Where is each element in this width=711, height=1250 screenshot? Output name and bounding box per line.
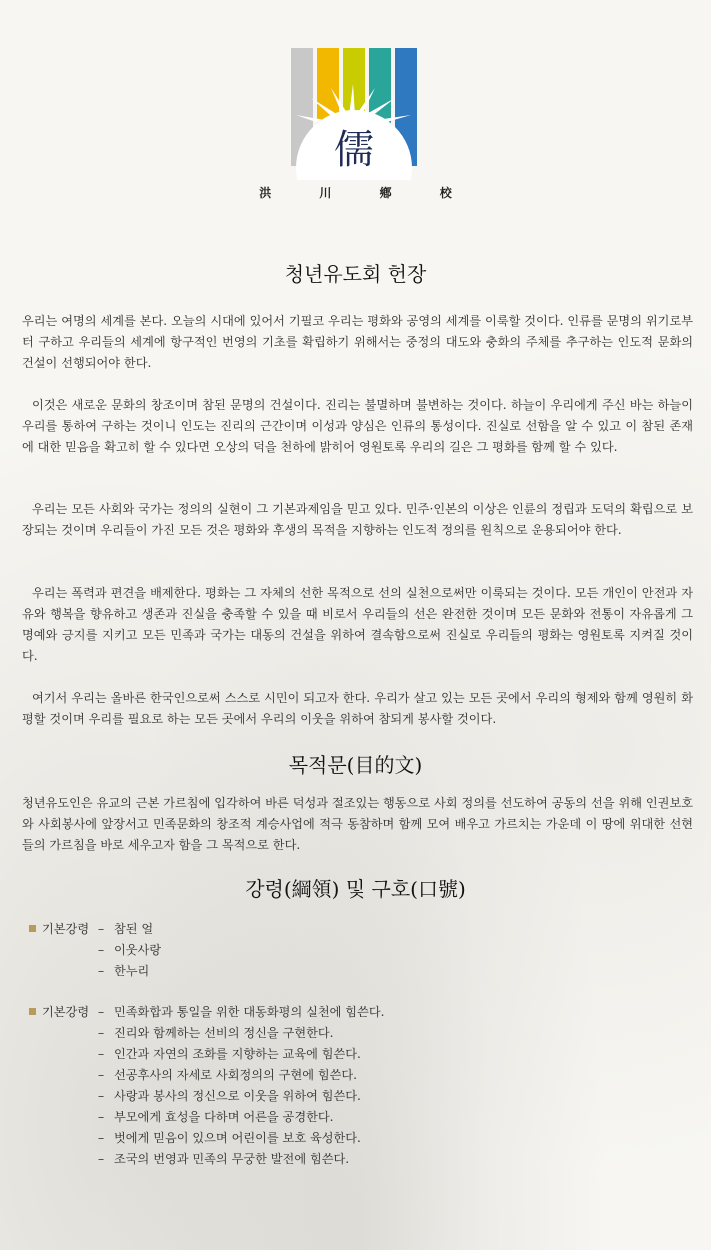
list-dash: –	[98, 1005, 105, 1019]
list-item-text: 참된 얼	[114, 922, 154, 936]
list-dash: –	[98, 943, 105, 957]
purpose-paragraph: 청년유도인은 유교의 근본 가르침에 입각하여 바른 덕성과 절조있는 행동으로 사회 정의를 선도하여 공동의 선을 위해 인권보호와 사회봉사에 앞장서고 민족문화의 창조적 계승사업에 적극 동참하며 함께 모여 배우고 가르치는 가운데 이 땅에 위대한 선현들의 가르침을 바로 세우고자 함을 그 목적으로 한다.	[22, 796, 693, 852]
list-dash: –	[98, 964, 105, 978]
list-item	[28, 1086, 688, 1107]
list-item	[28, 1128, 688, 1149]
list-item	[28, 919, 688, 940]
list-item-text: 이웃사랑	[114, 943, 162, 957]
list-dash: –	[98, 1026, 105, 1040]
list-item-text: 벗에게 믿음이 있으며 어린이를 보호 육성한다.	[114, 1131, 361, 1145]
list-item	[28, 1002, 688, 1023]
list-label: 기본강령	[42, 1005, 90, 1019]
list-dash: –	[98, 1089, 105, 1103]
list-item	[28, 1107, 688, 1128]
list-item	[28, 1149, 688, 1170]
list-dash: –	[98, 922, 105, 936]
list-dash: –	[98, 1110, 105, 1124]
bullet-icon	[28, 919, 42, 940]
list-item-text: 조국의 번영과 민족의 무궁한 발전에 힘쓴다.	[114, 1152, 350, 1166]
charter-paragraph: 여기서 우리는 올바른 한국인으로써 스스로 시민이 되고자 한다. 우리가 살고 있는 모든 곳에서 우리의 형제와 함께 영원히 화평할 것이며 우리를 필요로 하는 모든 곳에서 우리의 이웃을 위하여 참되게 봉사할 것이다.	[22, 691, 693, 726]
list-item	[28, 1023, 688, 1044]
svg-text:儒: 儒	[333, 127, 374, 173]
list-label: 기본강령	[42, 922, 90, 936]
platform-list	[28, 919, 688, 982]
list-dash: –	[98, 1047, 105, 1061]
charter-paragraph: 우리는 폭력과 편견을 배제한다. 평화는 그 자체의 선한 목적으로 선의 실천으로써만 이룩되는 것이다. 모든 개인이 안전과 자유와 행복을 향유하고 생존과 진실을 충족할 수 있을 때 비로서 우리들의 선은 완전한 것이며 모든 문화와 전통이 자유롭게 그 명예와 긍지를 지키고 모든 민족과 국가는 대동의 건설을 위하여 결속함으로써 진실로 우리들의 평화는 영원토록 지켜질 것이다.	[22, 586, 693, 663]
charter-paragraph: 우리는 여명의 세계를 본다. 오늘의 시대에 있어서 기필코 우리는 평화와 공영의 세계를 이룩할 것이다. 인류를 문명의 위기로부터 구하고 우리들의 세계에 항구적인 번영의 기초를 확립하기 위해서는 중정의 대도와 충화의 주체를 추구하는 인도적 문화의 건설이 선행되어야 한다.	[22, 314, 693, 370]
charter-paragraph: 이것은 새로운 문화의 창조이며 참된 문명의 건설이다. 진리는 불멸하며 불변하는 것이다. 하늘이 우리에게 주신 바는 하늘이 우리를 통하여 구하는 것이니 인도는 진리의 근간이며 이성과 양심은 인류의 통성이다. 진실로 선함을 알 수 있고 이 참된 존재에 대한 믿음을 확고히 할 수 있다면 오상의 덕을 천하에 밝히어 영원토록 우리의 길은 그 평화를 함께 할 수 있다.	[22, 398, 693, 454]
logo	[0, 40, 711, 201]
platform-list	[28, 1002, 688, 1170]
bullet-icon	[28, 1002, 42, 1023]
list-item	[28, 1044, 688, 1065]
list-item	[28, 961, 688, 982]
list-item-text: 한누리	[114, 964, 150, 978]
list-item-text: 진리와 함께하는 선비의 정신을 구현한다.	[114, 1026, 334, 1040]
list-item-text: 선공후사의 자세로 사회정의의 구현에 힘쓴다.	[114, 1068, 358, 1082]
list-dash: –	[98, 1068, 105, 1082]
list-item	[28, 940, 688, 961]
list-dash: –	[98, 1152, 105, 1166]
school-name: 洪 川 鄕 校	[259, 186, 474, 200]
charter-paragraph: 우리는 모든 사회와 국가는 정의의 실현이 그 기본과제임을 믿고 있다. 민주·인본의 이상은 인륜의 정립과 도덕의 확립으로 보장되는 것이며 우리들이 가진 모든 것은 평화와 후생의 목적을 지향하는 인도적 정의를 원칙으로 운용되어야 한다.	[22, 502, 693, 537]
charter-title: 청년유도회 헌장	[284, 262, 427, 286]
list-item	[28, 1065, 688, 1086]
platform-title: 강령(綱領) 및 구호(口號)	[245, 877, 466, 901]
purpose-title: 목적문(目的文)	[288, 753, 423, 777]
list-dash: –	[98, 1131, 105, 1145]
list-item-text: 부모에게 효성을 다하며 어른을 공경한다.	[114, 1110, 334, 1124]
ru-seal-icon	[291, 40, 421, 180]
list-item-text: 민족화합과 통일을 위한 대동화평의 실천에 힘쓴다.	[114, 1005, 385, 1019]
list-item-text: 사랑과 봉사의 정신으로 이웃을 위하여 힘쓴다.	[114, 1089, 361, 1103]
list-item-text: 인간과 자연의 조화를 지향하는 교육에 힘쓴다.	[114, 1047, 361, 1061]
